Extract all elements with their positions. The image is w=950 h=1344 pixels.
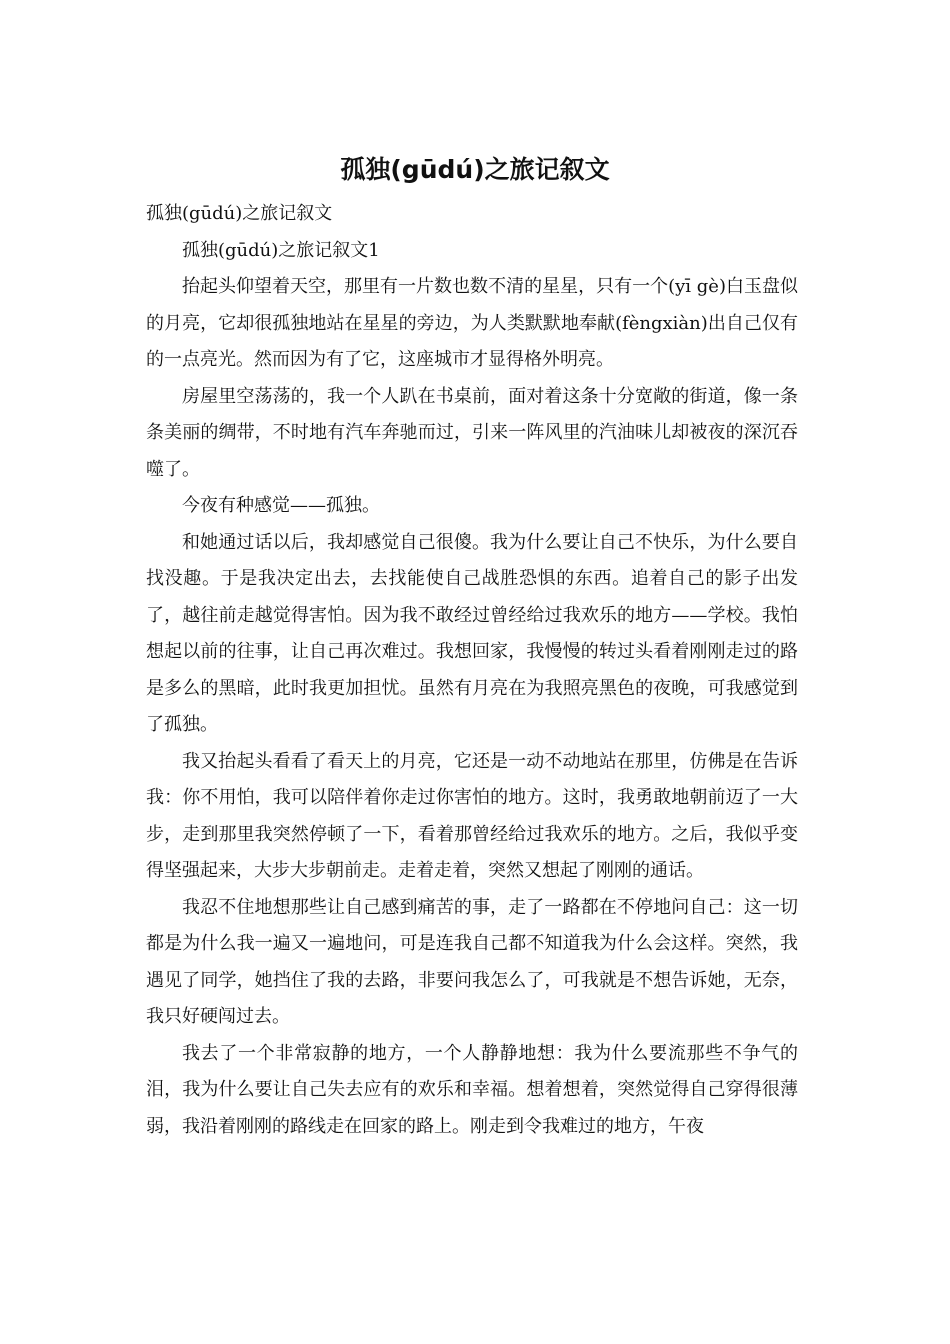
paragraph: 我去了一个非常寂静的地方，一个人静静地想：我为什么要流那些不争气的泪，我为什么要让自己失去应有的欢乐和幸福。想着想着，突然觉得自己穿得很薄弱，我沿着刚刚的路线走在回家的路上。刚走到令我难过的地方，午夜: [146, 1042, 798, 1137]
document-subtitle: 孤独(gūdú)之旅记叙文: [146, 203, 333, 224]
paragraph: 今夜有种感觉——孤独。: [182, 495, 380, 516]
document-body: [146, 196, 798, 1145]
paragraph: 抬起头仰望着天空，那里有一片数也数不清的星星，只有一个(yī gè)白玉盘似的月亮，它却很孤独地站在星星的旁边，为人类默默地奉献(fèngxiàn)出自己仅有的一点亮光。然而因为有了它，这座城市才显得格外明亮。: [146, 276, 798, 370]
paragraph: 房屋里空荡荡的，我一个人趴在书桌前，面对着这条十分宽敞的街道，像一条条美丽的绸带，不时地有汽车奔驰而过，引来一阵风里的汽油味儿却被夜的深沉吞噬了。: [146, 385, 798, 480]
section-heading: 孤独(gūdú)之旅记叙文1: [182, 239, 380, 261]
paragraph: 我忍不住地想那些让自己感到痛苦的事，走了一路都在不停地问自己：这一切都是为什么我一遍又一遍地问，可是连我自己都不知道我为什么会这样。突然，我遇见了同学，她挡住了我的去路，非要问我怎么了，可我就是不想告诉她，无奈，我只好硬闯过去。: [146, 896, 798, 1027]
document-title: 孤独(gūdú)之旅记叙文: [340, 155, 610, 184]
paragraph: 我又抬起头看看了看天上的月亮，它还是一动不动地站在那里，仿佛是在告诉我：你不用怕，我可以陪伴着你走过你害怕的地方。这时，我勇敢地朝前迈了一大步，走到那里我突然停顿了一下，看着那曾经给过我欢乐的地方。之后，我似乎变得坚强起来，大步大步朝前走。走着走着，突然又想起了刚刚的通话。: [146, 750, 798, 881]
paragraph: 和她通过话以后，我却感觉自己很傻。我为什么要让自己不快乐，为什么要自找没趣。于是我决定出去，去找能使自己战胜恐惧的东西。追着自己的影子出发了，越往前走越觉得害怕。因为我不敢经过曾经给过我欢乐的地方——学校。我怕想起以前的往事，让自己再次难过。我想回家，我慢慢的转过头看着刚刚走过的路是多么的黑暗，此时我更加担忧。虽然有月亮在为我照亮黑色的夜晚，可我感觉到了孤独。: [146, 531, 798, 735]
